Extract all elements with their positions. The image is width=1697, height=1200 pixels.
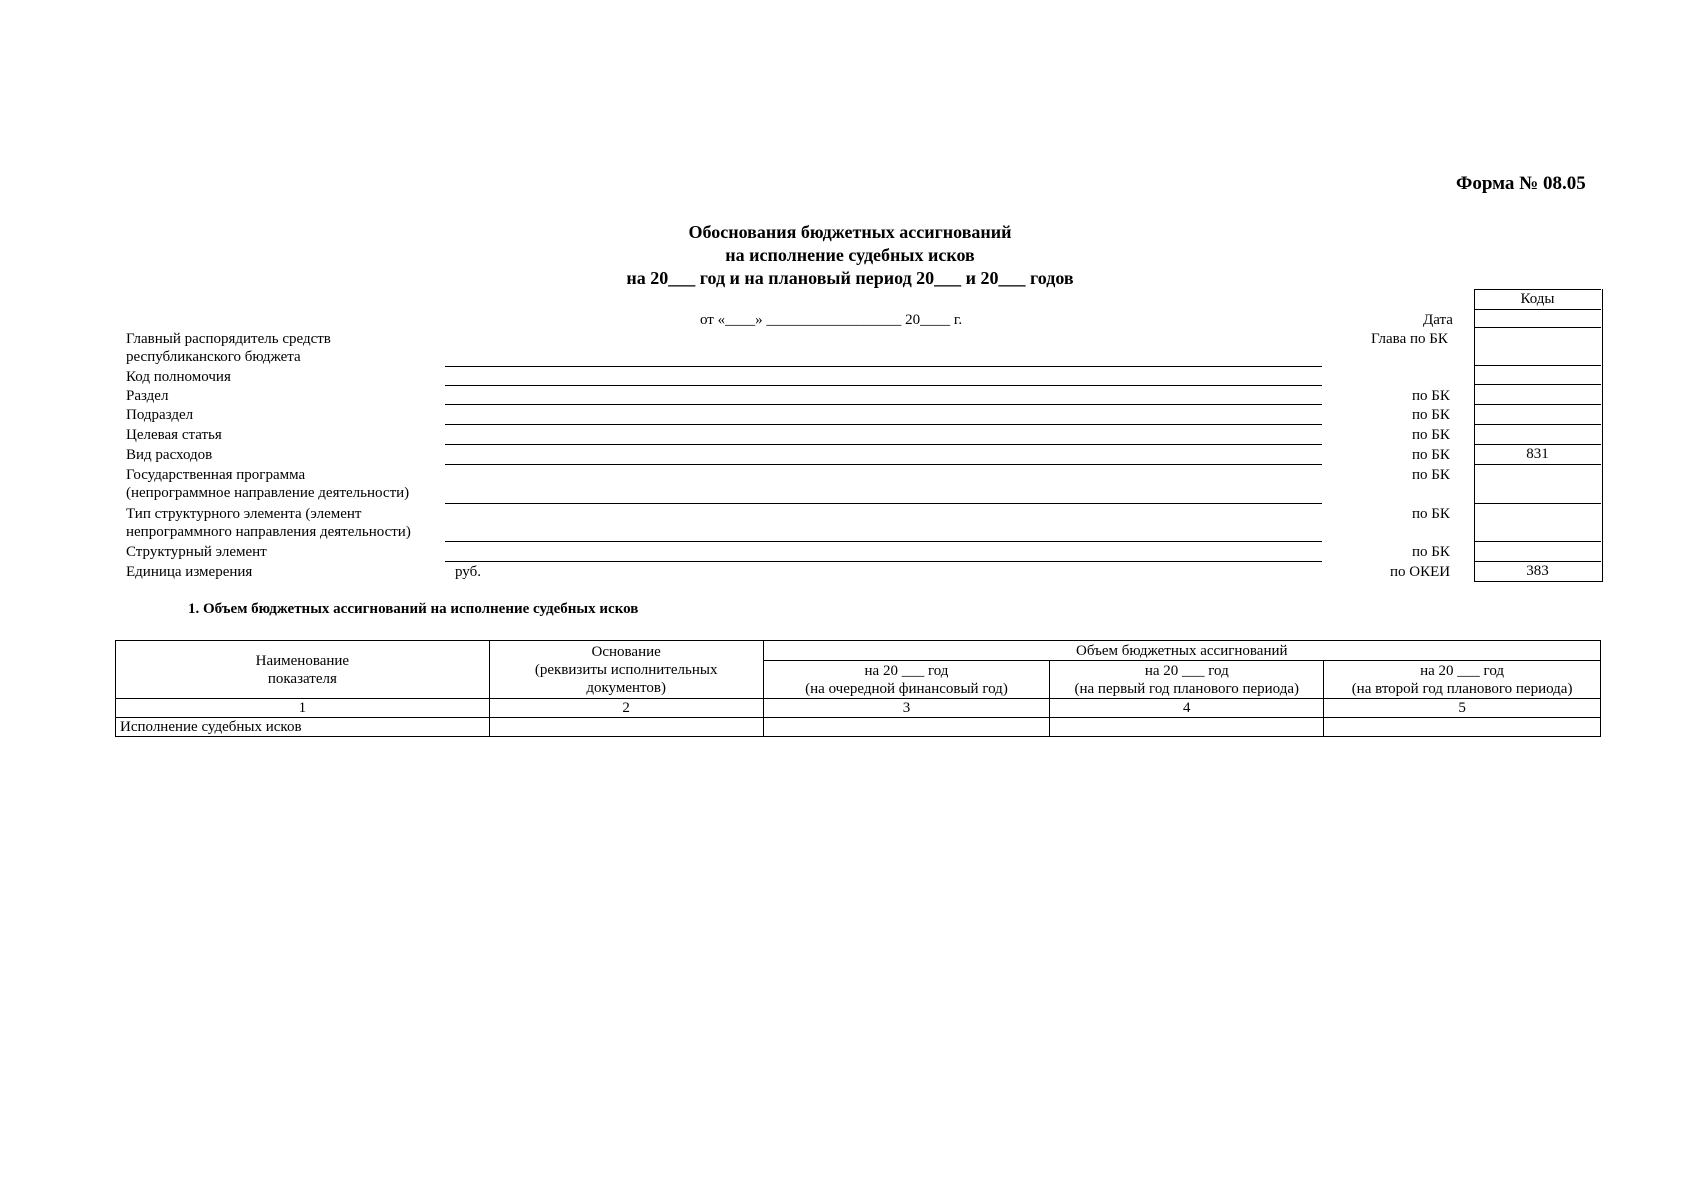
field-line-str-elem[interactable] [445, 561, 1322, 562]
field-right-razdel: по БК [1412, 388, 1450, 404]
field-label-str-elem: Структурный элемент [126, 544, 267, 560]
code-gos-programma[interactable] [1474, 464, 1601, 503]
field-label-tsel-statya: Целевая статья [126, 427, 222, 443]
field-value-ed-izm: руб. [455, 564, 481, 580]
table-cell[interactable] [1050, 718, 1324, 737]
row-label: Исполнение судебных исков [116, 718, 490, 737]
header-naimenovanie: Наименование показателя [116, 641, 490, 699]
field-label-tip-str-elem: Тип структурного элемента (элемент непрограммного направления деятельности) [126, 506, 411, 540]
field-line-gl-rasp[interactable] [445, 366, 1322, 367]
field-label-razdel: Раздел [126, 388, 169, 404]
field-line-vid-rashodov[interactable] [445, 464, 1322, 465]
field-line-podrazdel[interactable] [445, 424, 1322, 425]
header-obem: Объем бюджетных ассигнований [763, 641, 1600, 661]
header-osnovanie: Основание (реквизиты исполнительных документов) [489, 641, 763, 699]
code-kod-polnom[interactable] [1474, 365, 1601, 385]
code-str-elem[interactable] [1474, 541, 1601, 561]
column-number-row [116, 699, 1601, 718]
field-right-podrazdel: по БК [1412, 407, 1450, 423]
col-number: 2 [489, 699, 763, 718]
codes-header: Коды [1474, 289, 1601, 309]
code-tsel-statya[interactable] [1474, 424, 1601, 444]
table-cell[interactable] [1324, 718, 1601, 737]
field-right-tip-str-elem: по БК [1412, 506, 1450, 522]
table-row [116, 718, 1601, 737]
form-number: Форма № 08.05 [1456, 173, 1586, 194]
appropriations-table [115, 640, 1601, 737]
field-label-ed-izm: Единица измерения [126, 564, 253, 580]
field-right-gos-programma: по БК [1412, 467, 1450, 483]
col-number: 1 [116, 699, 490, 718]
date-line: от «____» __________________ 20____ г. [700, 312, 963, 328]
col-number: 5 [1324, 699, 1601, 718]
code-vid-rashodov[interactable]: 831 [1474, 444, 1601, 464]
table-cell[interactable] [763, 718, 1050, 737]
section1-title: 1. Объем бюджетных ассигнований на исполнение судебных исков [188, 601, 639, 617]
field-label-kod-polnom: Код полномочия [126, 369, 231, 385]
header-year3: на 20 ___ год (на второй год планового периода) [1324, 661, 1601, 699]
code-ed-izm[interactable]: 383 [1474, 561, 1601, 581]
field-label-gos-programma: Государственная программа (непрограммное направление деятельности) [126, 467, 410, 501]
field-right-vid-rashodov: по БК [1412, 447, 1450, 463]
col-number: 3 [763, 699, 1050, 718]
field-right-tsel-statya: по БК [1412, 427, 1450, 443]
field-label-vid-rashodov: Вид расходов [126, 447, 213, 463]
field-line-tsel-statya[interactable] [445, 444, 1322, 445]
field-right-gl-rasp: Глава по БК [1371, 331, 1448, 347]
col-number: 4 [1050, 699, 1324, 718]
field-right-ed-izm: по ОКЕИ [1390, 564, 1451, 580]
code-date[interactable] [1474, 309, 1601, 328]
code-razdel[interactable] [1474, 384, 1601, 404]
table-cell[interactable] [489, 718, 763, 737]
code-gl-rasp[interactable] [1474, 327, 1601, 366]
header-year2: на 20 ___ год (на первый год планового периода) [1050, 661, 1324, 699]
field-line-tip-str-elem[interactable] [445, 541, 1322, 542]
doc-title-line2: на исполнение судебных исков [725, 245, 975, 265]
code-tip-str-elem[interactable] [1474, 503, 1601, 542]
field-right-str-elem: по БК [1412, 544, 1450, 560]
field-line-kod-polnom[interactable] [445, 385, 1322, 386]
date-label: Дата [1423, 312, 1453, 328]
field-line-gos-programma[interactable] [445, 503, 1322, 504]
doc-title-line1: Обоснования бюджетных ассигнований [688, 222, 1012, 242]
field-line-razdel[interactable] [445, 404, 1322, 405]
doc-title-line3: на 20___ год и на плановый период 20___ и 20___ годов [626, 268, 1074, 288]
field-label-podrazdel: Подраздел [126, 407, 194, 423]
code-podrazdel[interactable] [1474, 404, 1601, 424]
field-label-gl-rasp: Главный распорядитель средств республиканского бюджета [126, 331, 331, 365]
header-year1: на 20 ___ год (на очередной финансовый год) [763, 661, 1050, 699]
